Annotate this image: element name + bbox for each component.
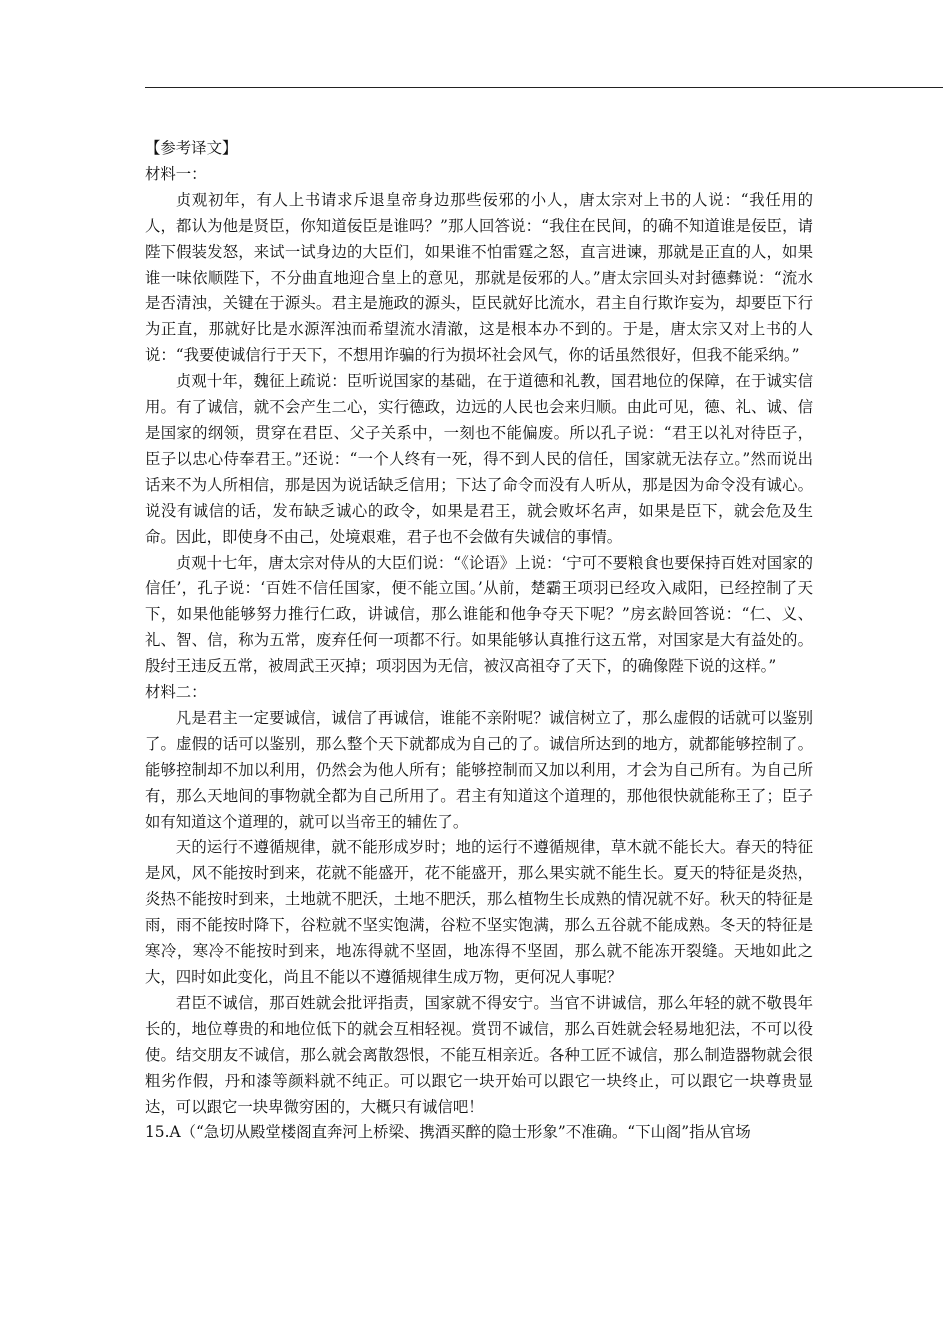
material-one-paragraph-3: 贞观十七年，唐太宗对侍从的大臣们说：“《论语》上说：‘宁可不要粮食也要保持百姓对国家的信任’，孔子说：‘百姓不信任国家，便不能立国。’从前，楚霸王项羽已经攻入咸阳，已经控制了天下，如果他能够努力推行仁政，讲诚信，那么谁能和他争夺天下呢？”房玄龄回答说：“仁、义、礼、智、信，称为五常，废弃任何一项都不行。如果能够认真推行这五常，对国家是大有益处的。殷纣王违反五常，被周武王灭掉；项羽因为无信，被汉高祖夺了天下，的确像陛下说的这样。” (145, 553, 813, 676)
material-one-paragraph-1: 贞观初年，有人上书请求斥退皇帝身边那些佞邪的小人，唐太宗对上书的人说：“我任用的人，都认为他是贤臣，你知道佞臣是谁吗？”那人回答说：“我住在民间，的确不知道谁是佞臣，请陛下假装发怒，来试一试身边的大臣们，如果谁不怕雷霆之怒，直言进谏，那就是正直的人，如果谁一味依顺陛下，不分曲直地迎合皇上的意见，那就是佞邪的人。”唐太宗回头对封德彝说：“流水是否清浊，关键在于源头。君主是施政的源头，臣民就好比流水，君主自行欺诈妄为，却要臣下行为正直，那就好比是水源浑浊而希望流水清澈，这是根本办不到的。于是，唐太宗又对上书的人说：“我要使诚信行于天下，不想用诈骗的行为损坏社会风气，你的话虽然很好，但我不能采纳。” (145, 190, 813, 365)
material-one-label: 材料一： (145, 164, 207, 183)
material-one-paragraph-2: 贞观十年，魏征上疏说：臣听说国家的基础，在于道德和礼教，国君地位的保障，在于诚实信用。有了诚信，就不会产生二心，实行德政，边远的人民也会来归顺。由此可见，德、礼、诚、信是国家的纲领，贯穿在君臣、父子关系中，一刻也不能偏废。所以孔子说：“君王以礼对待臣子，臣子以忠心侍奉君王。”还说：“一个人终有一死，得不到人民的信任，国家就无法存立。”然而说出话来不为人所相信，那是因为说话缺乏信用；下达了命令而没有人听从，那是因为命令没有诚心。说没有诚信的话，发布缺乏诚心的政令，如果是君王，就会败坏名声，如果是臣下，就会危及生命。因此，即使身不由己，处境艰难，君子也不会做有失诚信的事情。 (145, 372, 813, 546)
material-two-paragraph-2: 天的运行不遵循规律，就不能形成岁时；地的运行不遵循规律，草木就不能长大。春天的特征是风，风不能按时到来，花就不能盛开，花不能盛开，那么果实就不能生长。夏天的特征是炎热，炎热不能按时到来，土地就不肥沃，土地不肥沃，那么植物生长成熟的情况就不好。秋天的特征是雨，雨不能按时降下，谷粒就不坚实饱满，谷粒不坚实饱满，那么五谷就不能成熟。冬天的特征是寒冷，寒冷不能按时到来，地冻得就不坚固，地冻得不坚固，那么就不能冻开裂缝。天地如此之大，四时如此变化，尚且不能以不遵循规律生成万物，更何况人事呢？ (145, 838, 813, 986)
section-heading: 【参考译文】 (145, 139, 238, 157)
answer-line: 15.A（“急切从殿堂楼阁直奔河上桥梁、携酒买醉的隐士形象”不准确。“下山阁”指从官场 (145, 1123, 751, 1142)
material-two-paragraph-3: 君臣不诚信，那百姓就会批评指责，国家就不得安宁。当官不讲诚信，那么年轻的就不敬畏年长的，地位尊贵的和地位低下的就会互相轻视。赏罚不诚信，那么百姓就会轻易地犯法，不可以役使。结交朋友不诚信，那么就会离散怨恨，不能互相亲近。各种工匠不诚信，那么制造器物就会很粗劣作假，丹和漆等颜料就不纯正。可以跟它一块开始可以跟它一块终止，可以跟它一块尊贵显达，可以跟它一块卑微穷困的，大概只有诚信吧！ (145, 993, 813, 1116)
material-two-label: 材料二： (145, 683, 207, 702)
translation-body (145, 136, 813, 1146)
header-rule (145, 87, 943, 88)
material-two-paragraph-1: 凡是君主一定要诚信，诚信了再诚信，谁能不亲附呢？诚信树立了，那么虚假的话就可以鉴别了。虚假的话可以鉴别，那么整个天下就都成为自己的了。诚信所达到的地方，就都能够控制了。能够控制却不加以利用，仍然会为他人所有；能够控制而又加以利用，才会为自己所有。为自己所有，那么天地间的事物就全都为自己所用了。君主有知道这个道理的，那他很快就能称王了；臣子如有知道这个道理的，就可以当帝王的辅佐了。 (145, 708, 813, 831)
